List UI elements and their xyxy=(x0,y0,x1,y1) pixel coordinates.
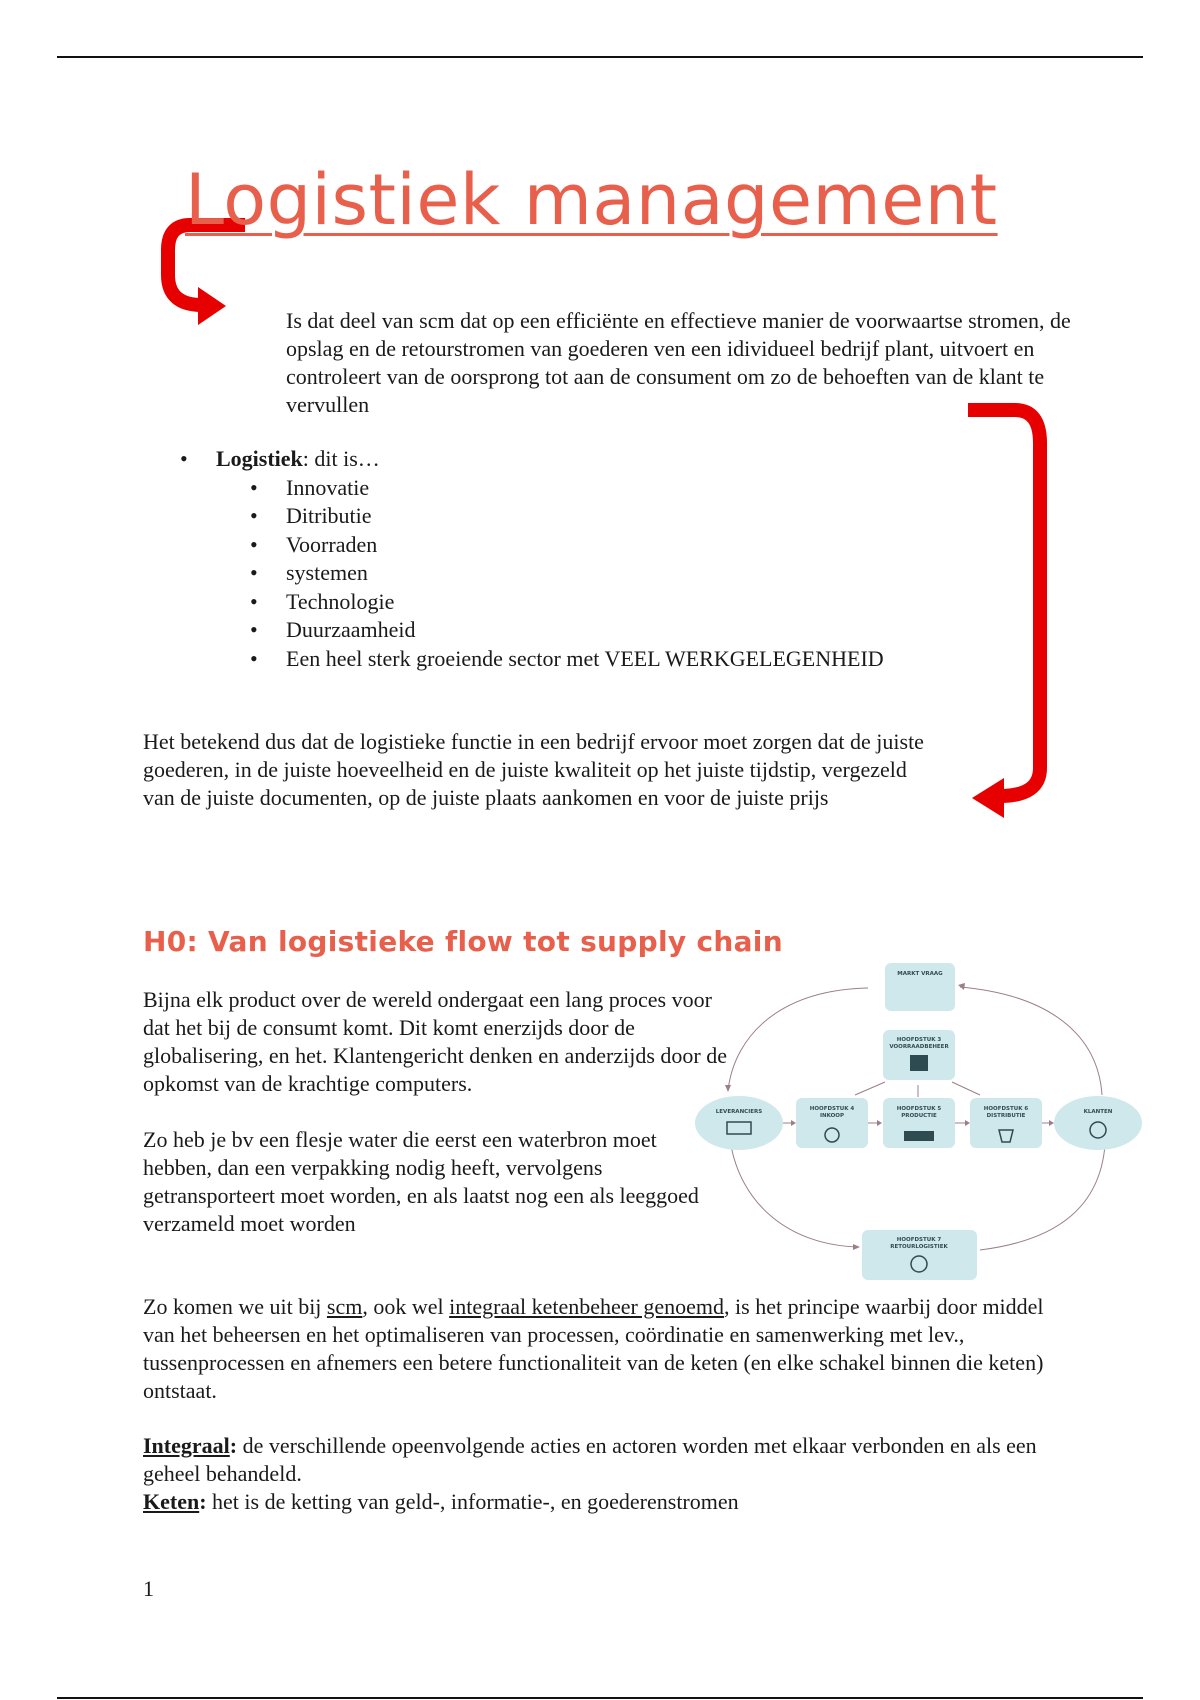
supply-chain-diagram xyxy=(690,955,1150,1287)
scm-term: scm xyxy=(326,1294,363,1319)
node-markt: MARKT VRAAG xyxy=(897,971,943,977)
sub-list-item: • Duurzaamheid xyxy=(250,617,416,642)
keten-definition: het is de ketting van geld-, informatie-, en goederenstromen xyxy=(206,1489,739,1514)
top-rule xyxy=(57,56,1143,58)
node-distributie-ch: HOOFDSTUK 6 xyxy=(983,1106,1029,1112)
section-heading-h0: H0: Van logistieke flow tot supply chain xyxy=(143,925,783,958)
logistiek-list-item xyxy=(178,445,884,474)
node-klanten: KLANTEN xyxy=(1083,1109,1113,1115)
node-retour: RETOURLOGISTIEK xyxy=(890,1244,948,1250)
node-productie: PRODUCTIE xyxy=(901,1113,937,1119)
logistiek-rest: : dit is… xyxy=(302,446,380,471)
node-distributie: DISTRIBUTIE xyxy=(986,1113,1026,1119)
logistiek-term: Logistiek xyxy=(216,446,303,471)
integraal-ketenbeheer-term: integraal ketenbeheer genoemd xyxy=(449,1294,725,1319)
definitions-paragraph: Integraal: de verschillende opeenvolgende acties en actoren worden met elkaar verbonden en als een geheel behandeld. Keten: het is de ketting van geld-, informatie-, en goederenstromen xyxy=(143,1433,1037,1514)
sub-list-item: • Voorraden xyxy=(250,531,378,557)
water-paragraph: Zo heb je bv een flesje water die eerst een waterbron moet hebben, dan een verpakking nodig heeft, vervolgens getransporteert moet worden, en als laatst nog een als leeggoed verzameld moet worden xyxy=(143,1127,699,1236)
page-number: 1 xyxy=(143,1576,154,1601)
betekend-paragraph: Het betekend dus dat de logistieke functie in een bedrijf ervoor moet zorgen dat de juiste goederen, in de juiste hoeveelheid en de juiste kwaliteit op het juiste tijdstip, vergezeld van de juiste documenten, op de juiste plaats aankomen en voor de juiste prijs xyxy=(143,729,924,810)
node-leveranciers: LEVERANCIERS xyxy=(715,1109,763,1115)
node-voorraad: VOORRAADBEHEER xyxy=(889,1044,949,1050)
red-arrow-right-icon xyxy=(960,398,1060,823)
logistiek-list xyxy=(178,445,884,673)
node-voorraad-ch: HOOFDSTUK 3 xyxy=(896,1037,942,1043)
product-paragraph: Bijna elk product over de wereld ondergaat een lang proces voor dat het bij de consumt komt. Dit komt enerzijds door de globalisering, en het. Klantengericht denken en anderzijds door de opkomst van de krachtige computers. xyxy=(143,987,728,1096)
node-retour-ch: HOOFDSTUK 7 xyxy=(896,1237,942,1243)
scm-paragraph: Zo komen we uit bij scm, ook wel integraal ketenbeheer genoemd, is het principe waarbij door middel van het beheersen en het optimaliseren van processen, coördinatie en samenwerking met lev., tussenprocessen en afnemers een betere functionaliteit van de keten (en elke schakel binnen die keten) ontstaat. xyxy=(143,1294,1044,1403)
sub-list-item: • Ditributie xyxy=(250,503,372,528)
bottom-rule xyxy=(57,1697,1143,1699)
sub-list-item: • Een heel sterk groeiende sector met VEEL WERKGELEGENHEID xyxy=(250,645,884,671)
integraal-definition: de verschillende opeenvolgende acties en actoren worden met elkaar verbonden en als een geheel behandeld. xyxy=(143,1433,1037,1486)
logistiek-sublist-wrapper xyxy=(178,474,884,674)
sub-list-item: • Technologie xyxy=(250,588,395,614)
keten-term: Keten xyxy=(143,1489,200,1514)
integraal-term: Integraal xyxy=(143,1433,230,1458)
node-inkoop: INKOOP xyxy=(819,1113,845,1119)
node-productie-ch: HOOFDSTUK 5 xyxy=(896,1106,942,1112)
sub-list-item: • systemen xyxy=(250,560,368,585)
intro-paragraph: Is dat deel van scm dat op een efficiënte en effectieve manier de voorwaartse stromen, de opslag en de retourstromen van goederen ven een idividueel bedrijf plant, uitvoert en controleert van de oorsprong tot aan de consument om zo de behoeften van de klant te vervullen xyxy=(286,308,1071,417)
node-inkoop-ch: HOOFDSTUK 4 xyxy=(809,1106,855,1112)
document-title: Logistiek management xyxy=(185,159,998,241)
sub-list-item: • Innovatie xyxy=(250,474,370,500)
